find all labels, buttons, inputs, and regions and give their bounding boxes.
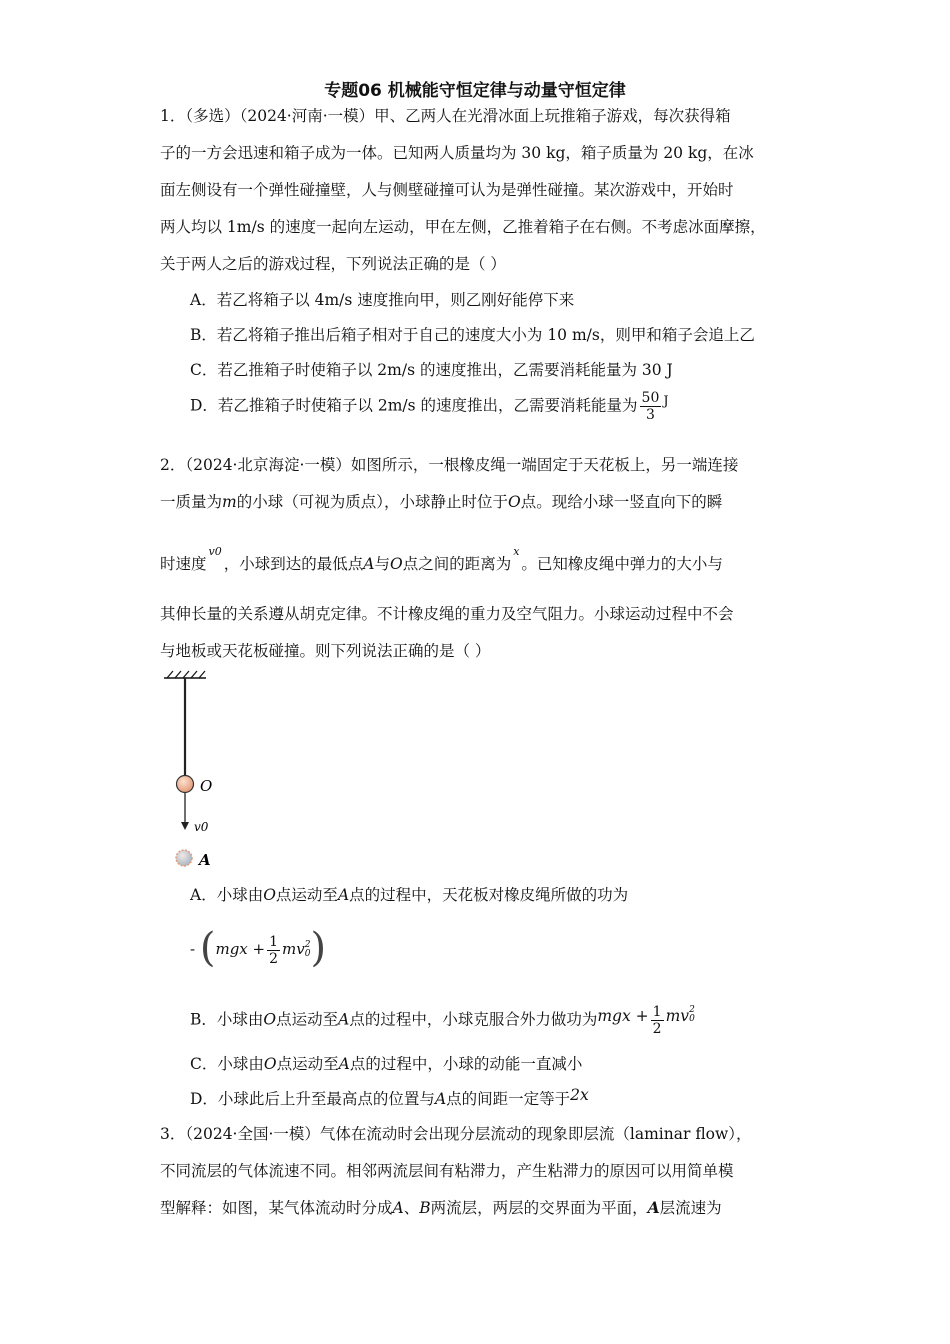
fraction-numerator: 1	[269, 933, 279, 950]
text-segment: 时速度	[160, 555, 207, 573]
q2-option-d	[190, 1087, 589, 1109]
text-segment: D．小球此后上升至最高点的位置与	[190, 1090, 435, 1108]
text-segment: A．小球由	[190, 886, 264, 904]
term-2x: 2x	[570, 1086, 589, 1104]
ball-at-o	[177, 776, 194, 793]
q2-option-a	[190, 883, 628, 905]
text-segment: 点运动至	[276, 1010, 339, 1029]
q3-line-1: 3．（2024·全国·一模）气体在流动时会出现分层流动的现象即层流（laminar flow），	[160, 1125, 752, 1143]
label-o: O	[200, 777, 213, 795]
text-segment: 点。现给小球一竖直向下的瞬	[520, 493, 723, 511]
var-a: A	[337, 886, 350, 904]
q3-line-2: 不同流层的气体流速不同。相邻两流层间有粘滞力，产生粘滞力的原因可以用简单模	[160, 1162, 734, 1180]
fraction-denominator: 2	[652, 1021, 662, 1037]
fraction-numerator: 50	[641, 390, 660, 406]
text-segment: 点运动至	[275, 886, 338, 904]
term-mv: mv	[282, 940, 305, 958]
text-segment: 。已知橡皮绳中弹力的大小与	[521, 555, 723, 573]
q1-line-5: 关于两人之后的游戏过程，下列说法正确的是（ ）	[160, 255, 506, 273]
var-o: O	[263, 1010, 277, 1029]
fraction-1-2	[267, 934, 280, 967]
subscript: 0	[304, 949, 311, 959]
fraction-numerator: 1	[652, 1004, 662, 1020]
q1-option-d-text: D．若乙推箱子时使箱子以 2m/s 的速度推出，乙需要消耗能量为	[190, 396, 638, 415]
q2-line-4: 其伸长量的关系遵从胡克定律。不计橡皮绳的重力及空气阻力。小球运动过程中不会	[160, 605, 734, 623]
text-segment: 点的过程中，小球的动能一直减小	[349, 1055, 583, 1073]
text-segment: ，小球到达的最低点	[223, 555, 364, 573]
superscript: 2	[304, 940, 311, 950]
rubber-band-ball-figure	[158, 668, 238, 873]
fraction-denominator: 3	[645, 407, 655, 423]
var-o: O	[263, 1055, 277, 1073]
q1-option-b: B．若乙将箱子推出后箱子相对于自己的速度大小为 10 m/s，则甲和箱子会追上乙	[190, 326, 755, 344]
subscript: 0	[689, 1013, 695, 1024]
var-o: O	[389, 555, 403, 573]
var-a: A	[338, 1010, 350, 1029]
q2-option-a-formula	[190, 925, 327, 971]
label-v0: v0	[194, 820, 209, 834]
q1-option-a: A．若乙将箱子以 4m/s 速度推向甲，则乙刚好能停下来	[190, 291, 575, 309]
var-a: A	[392, 1199, 404, 1217]
q2-line-5: 与地板或天花板碰撞。则下列说法正确的是（ ）	[160, 642, 491, 660]
text-segment: 两流层，两层的交界面为平面，	[430, 1199, 648, 1217]
q1-line-2: 子的一方会迅速和箱子成为一体。已知两人质量均为 30 kg，箱子质量为 20 kg，在冰	[160, 144, 754, 162]
var-a: A	[338, 1055, 350, 1073]
fraction-denominator: 2	[269, 950, 279, 967]
minus-sign: -	[190, 940, 196, 958]
var-a: A	[363, 555, 375, 573]
superscript: 2	[689, 1004, 695, 1015]
text-segment: 点的间距一定等于	[446, 1090, 571, 1108]
term-mgx: mgx	[215, 940, 248, 958]
var-a: A	[647, 1198, 660, 1217]
text-segment: 点运动至	[276, 1055, 339, 1073]
q2-option-c	[190, 1052, 582, 1074]
sub-sup	[689, 1006, 695, 1024]
text-segment: 点的过程中，天花板对橡皮绳所做的功为	[349, 886, 629, 904]
q2-line-1: 2．（2024·北京海淀·一模）如图所示，一根橡皮绳一端固定于天花板上，另一端连接	[160, 456, 739, 474]
ball-at-a	[176, 850, 192, 866]
text-segment: 点的过程中，小球克服合外力做功为	[349, 1010, 598, 1029]
text-segment: 一质量为	[160, 493, 223, 511]
unit-joule: J	[663, 393, 669, 409]
var-x: x	[513, 545, 520, 558]
text-segment: 型解释：如图，某气体流动时分成	[160, 1199, 393, 1217]
q2-line-3	[160, 545, 723, 574]
fraction-1-2	[651, 1004, 664, 1037]
page-title: 专题06 机械能守恒定律与动量守恒定律	[324, 81, 626, 101]
text-segment: B．小球由	[190, 1010, 264, 1029]
plus-sign: +	[635, 1006, 649, 1025]
var-o: O	[507, 493, 521, 511]
text-segment: 层流速为	[659, 1199, 722, 1217]
fraction-50-3	[640, 390, 662, 423]
var-m: m	[222, 493, 237, 511]
q2-line-2	[160, 490, 722, 512]
paren-right: )	[310, 925, 327, 971]
q2-option-b	[190, 1004, 695, 1037]
q1-option-d	[190, 390, 669, 423]
paren-left: (	[199, 925, 216, 971]
var-v0: v0	[208, 545, 222, 558]
plus-sign: +	[252, 940, 266, 958]
text-segment: 点之间的距离为	[402, 555, 512, 573]
q1-option-c: C．若乙推箱子时使箱子以 2m/s 的速度推出，乙需要消耗能量为 30 J	[190, 361, 673, 379]
label-a: A	[199, 851, 211, 869]
q1-line-1: 1．（多选）（2024·河南·一模）甲、乙两人在光滑冰面上玩推箱子游戏，每次获得箱	[160, 107, 731, 125]
var-o: O	[263, 886, 276, 904]
term-mv: mv	[665, 1006, 690, 1025]
q3-line-3	[160, 1196, 722, 1218]
term-mgx: mgx	[597, 1006, 631, 1025]
arrow-head	[181, 822, 189, 830]
text-segment: C．小球由	[190, 1055, 264, 1073]
ceiling-hatch	[164, 671, 206, 678]
text-segment: 与	[374, 555, 390, 573]
var-b: B	[419, 1199, 431, 1217]
q1-line-3: 面左侧设有一个弹性碰撞壁，人与侧壁碰撞可认为是弹性碰撞。某次游戏中，开始时	[160, 181, 734, 199]
text-segment: 的小球（可视为质点），小球静止时位于	[236, 493, 508, 511]
text-segment: 、	[403, 1199, 420, 1217]
q1-line-4: 两人均以 1m/s 的速度一起向左运动，甲在左侧，乙推着箱子在右侧。不考虑冰面摩擦，	[160, 218, 766, 236]
var-a: A	[434, 1090, 447, 1108]
